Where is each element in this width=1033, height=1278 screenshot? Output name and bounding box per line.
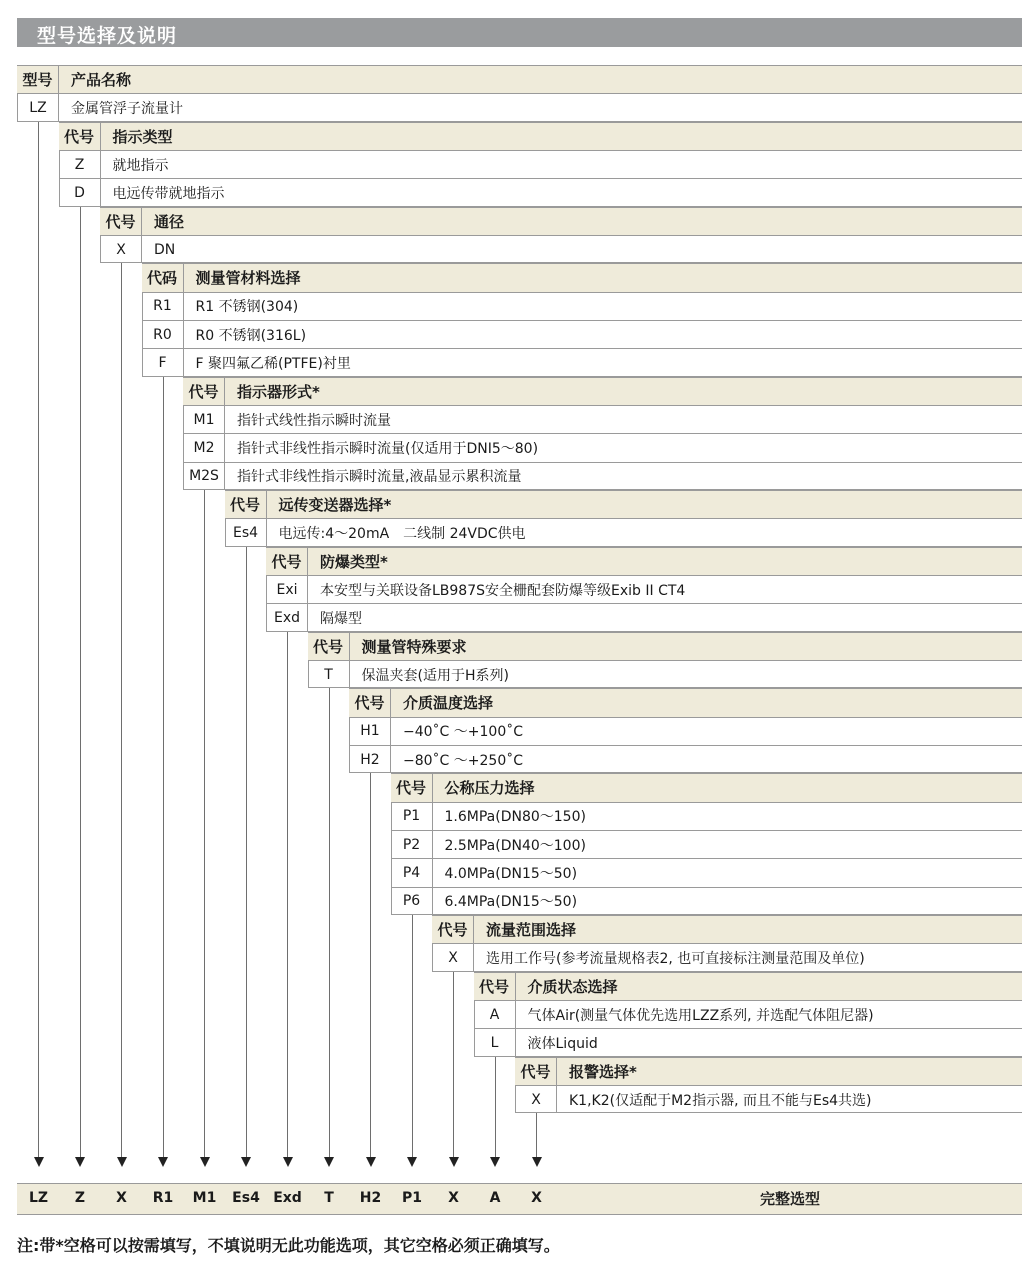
down-arrow-icon (117, 1157, 127, 1167)
option-name: 选用工作号(参考流量规格表2, 也可直接标注测量范围及单位) (474, 943, 1022, 971)
connector-line (329, 688, 330, 1157)
down-arrow-icon (449, 1157, 459, 1167)
option-name: 指针式线性指示瞬时流量 (225, 405, 1022, 433)
option-code: Exd (266, 603, 308, 631)
example-code: A (489, 1190, 501, 1206)
field-header: 介质状态选择 (516, 972, 1023, 1000)
option-name: 金属管浮子流量计 (59, 93, 1022, 121)
connector-line (287, 632, 288, 1157)
section-title: 型号选择及说明 (37, 25, 178, 47)
option-code: R0 (142, 320, 184, 348)
field-header: 介质温度选择 (391, 688, 1022, 716)
down-arrow-icon (324, 1157, 334, 1167)
field-header: 测量管特殊要求 (350, 632, 1023, 660)
down-arrow-icon (490, 1157, 500, 1167)
field-header: 通径 (142, 207, 1022, 235)
option-code: P4 (391, 858, 433, 886)
example-code: T (324, 1190, 334, 1206)
code-header: 代号 (225, 490, 267, 518)
option-code: F (142, 348, 184, 376)
option-code: Z (59, 150, 101, 178)
example-code: Z (74, 1190, 86, 1206)
field-header: 远传变送器选择* (267, 490, 1023, 518)
example-code: X (531, 1190, 542, 1206)
option-name: −40˚C ～+100˚C (391, 717, 1022, 745)
field-header: 流量范围选择 (474, 915, 1022, 943)
option-name: 指针式非线性指示瞬时流量(仅适用于DNI5～80) (225, 433, 1022, 461)
example-code: M1 (192, 1190, 217, 1206)
field-header: 防爆类型* (308, 547, 1022, 575)
option-code: R1 (142, 292, 184, 320)
down-arrow-icon (200, 1157, 210, 1167)
example-code: LZ (28, 1190, 49, 1206)
option-name: 就地指示 (101, 150, 1023, 178)
example-code: R1 (152, 1190, 174, 1206)
option-name: 本安型与关联设备LB987S安全栅配套防爆等级Exib II CT4 (308, 575, 1022, 603)
option-name: DN (142, 235, 1022, 263)
option-name: 4.0MPa(DN15～50) (433, 858, 1023, 886)
option-code: T (308, 660, 350, 688)
option-code: M1 (183, 405, 225, 433)
down-arrow-icon (75, 1157, 85, 1167)
code-header: 代号 (474, 972, 516, 1000)
option-code: L (474, 1028, 516, 1056)
down-arrow-icon (34, 1157, 44, 1167)
code-header: 代号 (391, 773, 433, 801)
field-header: 公称压力选择 (433, 773, 1023, 801)
option-code: X (100, 235, 142, 263)
code-header: 代号 (59, 122, 101, 150)
down-arrow-icon (241, 1157, 251, 1167)
option-name: 6.4MPa(DN15～50) (433, 887, 1023, 915)
connector-line (453, 972, 454, 1157)
connector-line (412, 915, 413, 1157)
code-header: 代号 (266, 547, 308, 575)
footnote: 注:带*空格可以按需填写，不填说明无此功能选项，其它空格必须正确填写。 (17, 1236, 560, 1255)
option-code: P2 (391, 830, 433, 858)
option-code: X (432, 943, 474, 971)
connector-line (121, 263, 122, 1157)
option-name: R1 不锈钢(304) (184, 292, 1023, 320)
down-arrow-icon (407, 1157, 417, 1167)
code-header: 代号 (515, 1057, 557, 1085)
option-code: M2 (183, 433, 225, 461)
option-code: H2 (349, 745, 391, 773)
connector-line (370, 773, 371, 1157)
example-model-label: 完整选型 (759, 1189, 820, 1208)
option-code: LZ (17, 93, 59, 121)
down-arrow-icon (366, 1157, 376, 1167)
connector-line (495, 1057, 496, 1157)
option-code: M2S (183, 462, 225, 490)
option-name: 2.5MPa(DN40～100) (433, 830, 1023, 858)
option-code: H1 (349, 717, 391, 745)
option-name: 电远传带就地指示 (101, 178, 1023, 206)
field-header: 测量管材料选择 (184, 263, 1023, 291)
code-header: 代号 (100, 207, 142, 235)
example-code: Exd (273, 1190, 302, 1206)
option-name: 保温夹套(适用于H系列) (350, 660, 1023, 688)
connector-line (38, 122, 39, 1157)
option-code: Exi (266, 575, 308, 603)
block-divider (515, 1112, 1022, 1113)
option-name: 气体Air(测量气体优先选用LZZ系列, 并选配气体阻尼器) (516, 1000, 1023, 1028)
connector-line (204, 490, 205, 1157)
field-header: 指示器形式* (225, 377, 1022, 405)
code-header: 代号 (183, 377, 225, 405)
option-code: A (474, 1000, 516, 1028)
field-header: 报警选择* (557, 1057, 1022, 1085)
option-code: P1 (391, 802, 433, 830)
connector-line (536, 1113, 537, 1157)
option-name: 电远传:4～20mA 二线制 24VDC供电 (267, 518, 1023, 546)
option-code: X (515, 1085, 557, 1113)
example-code: P1 (401, 1190, 422, 1206)
code-header: 代号 (349, 688, 391, 716)
connector-line (80, 207, 81, 1157)
example-code: X (116, 1190, 127, 1206)
example-code: X (448, 1190, 459, 1206)
down-arrow-icon (532, 1157, 542, 1167)
example-code: H2 (359, 1190, 382, 1206)
code-header: 代码 (142, 263, 184, 291)
field-header: 指示类型 (101, 122, 1023, 150)
down-arrow-icon (158, 1157, 168, 1167)
option-name: 液体Liquid (516, 1028, 1023, 1056)
code-header: 代号 (432, 915, 474, 943)
option-code: D (59, 178, 101, 206)
option-name: 1.6MPa(DN80～150) (433, 802, 1023, 830)
example-code: Es4 (232, 1190, 260, 1206)
connector-line (246, 547, 247, 1157)
field-header: 产品名称 (59, 65, 1022, 93)
code-header: 代号 (308, 632, 350, 660)
option-name: −80˚C ～+250˚C (391, 745, 1022, 773)
option-name: K1,K2(仅适配于M2指示器, 而且不能与Es4共选) (557, 1085, 1022, 1113)
option-code: Es4 (225, 518, 267, 546)
option-name: 隔爆型 (308, 603, 1022, 631)
code-header: 型号 (17, 65, 59, 93)
down-arrow-icon (283, 1157, 293, 1167)
connector-line (163, 377, 164, 1157)
option-name: R0 不锈钢(316L) (184, 320, 1023, 348)
option-name: 指针式非线性指示瞬时流量,液晶显示累积流量 (225, 462, 1022, 490)
option-code: P6 (391, 887, 433, 915)
option-name: F 聚四氟乙稀(PTFE)衬里 (184, 348, 1023, 376)
